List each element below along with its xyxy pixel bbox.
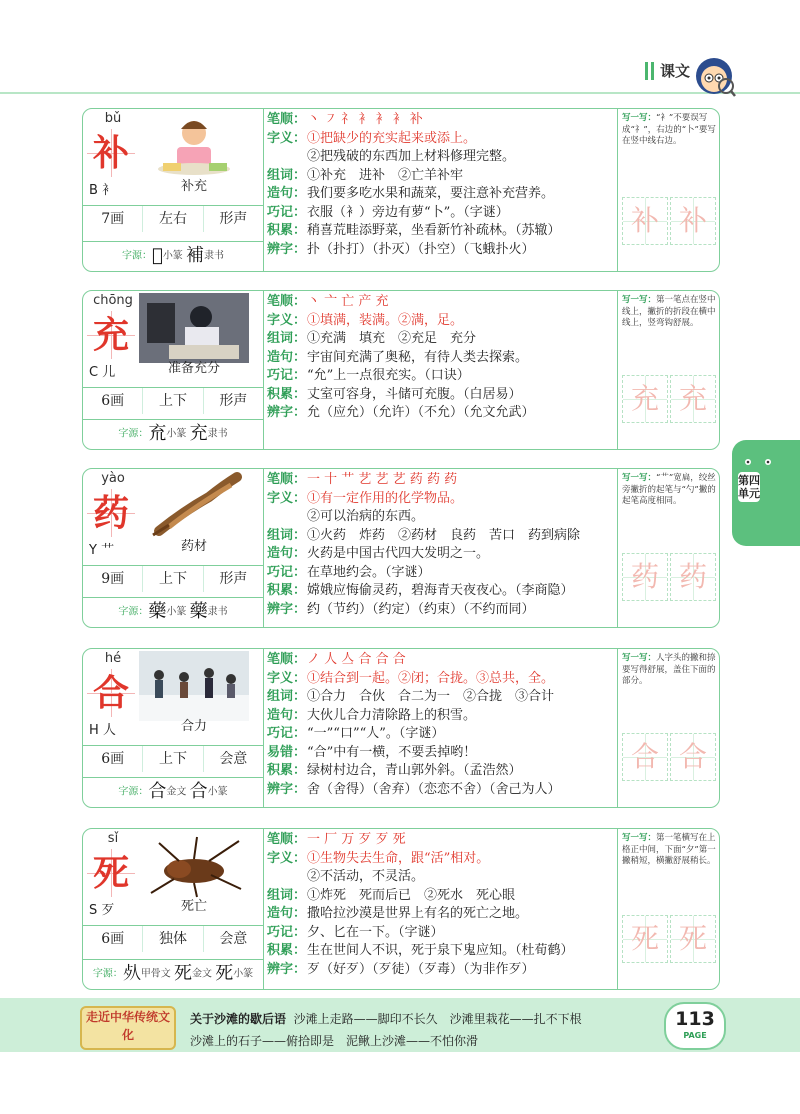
char-card-4 xyxy=(82,648,720,808)
char-meta-row xyxy=(83,745,263,772)
structure: 上下 xyxy=(142,388,202,414)
detail-label: 造句： xyxy=(267,186,307,201)
detail-line xyxy=(267,545,613,564)
source-script: 隶书 xyxy=(204,250,224,262)
detail-line xyxy=(267,744,613,763)
practice-grid xyxy=(622,553,716,601)
detail-text: ①充满 填充 ②充足 充分 xyxy=(307,331,477,346)
pinyin: bǔ xyxy=(104,111,122,126)
practice-cell: 充 xyxy=(670,375,716,423)
stroke-count: 6画 xyxy=(101,393,125,409)
detail-line xyxy=(267,508,613,527)
practice-grid xyxy=(622,375,716,423)
detail-label: 易错： xyxy=(267,744,307,760)
header-bars xyxy=(645,62,654,80)
detail-label: 积累： xyxy=(267,223,307,238)
detail-label: 字义： xyxy=(267,312,307,328)
detail-label: 笔顺： xyxy=(267,112,307,127)
detail-line xyxy=(267,241,613,260)
detail-line xyxy=(267,471,613,490)
stroke-count: 9画 xyxy=(101,571,125,587)
detail-text: 衣服（衤）旁边有萝“卜”。（字谜） xyxy=(307,204,509,220)
detail-text: 绿树村边合，青山郭外斜。（孟浩然） xyxy=(307,763,522,778)
detail-text: ①生物失去生命，跟“活”相对。 xyxy=(307,850,490,866)
char-details xyxy=(267,831,613,979)
practice-cell: 死 xyxy=(622,915,668,963)
detail-text: ①补充 进补 ②亡羊补牢 xyxy=(307,167,464,183)
char-meta-row xyxy=(83,205,263,232)
detail-line xyxy=(267,688,613,707)
source-script: 甲骨文 xyxy=(140,968,171,980)
source-script: 隶书 xyxy=(207,428,228,440)
detail-text: 歹（好歹）（歹徒）（歹毒）（为非作歹） xyxy=(307,961,535,977)
detail-line xyxy=(267,564,613,583)
detail-label: 笔顺： xyxy=(267,652,307,667)
footer-line-1 xyxy=(190,1010,582,1027)
detail-line xyxy=(267,167,613,186)
detail-text: 稍喜荒畦添野菜，坐看新竹补疏林。（苏辙） xyxy=(307,223,561,238)
note-title: 写一写： xyxy=(622,653,657,663)
practice-cell: 合 xyxy=(670,733,716,781)
char-details xyxy=(267,471,613,619)
detail-line xyxy=(267,367,613,386)
pinyin: sǐ xyxy=(107,831,119,846)
detail-label: 组词： xyxy=(267,887,307,903)
char-card-2 xyxy=(82,290,720,450)
practice-cell: 死 xyxy=(670,915,716,963)
detail-line xyxy=(267,601,613,620)
source-script: 小篆 xyxy=(166,606,187,618)
source-glyph: 藥 xyxy=(189,601,208,622)
detail-line xyxy=(267,725,613,744)
detail-line xyxy=(267,831,613,850)
radical: H 人 xyxy=(89,723,116,738)
detail-line xyxy=(267,222,613,241)
header-divider xyxy=(0,92,800,94)
source-glyph: 合 xyxy=(148,781,167,802)
detail-label: 造句： xyxy=(267,906,307,921)
source-label: 字源： xyxy=(118,428,149,440)
detail-label: 字义： xyxy=(267,130,307,146)
detail-label: 笔顺： xyxy=(267,294,307,309)
note-title: 写一写： xyxy=(622,473,657,483)
note-title: 写一写： xyxy=(622,295,657,305)
structure: 左右 xyxy=(142,206,202,232)
detail-line xyxy=(267,312,613,331)
detail-line xyxy=(267,961,613,980)
source-script: 小篆 xyxy=(162,250,183,262)
detail-label: 造句： xyxy=(267,349,307,365)
practice-cell: 充 xyxy=(622,375,668,423)
detail-label: 字义： xyxy=(267,850,307,866)
illustration-image xyxy=(139,651,249,721)
detail-text: 允（应允）（允许）（不允）（允文允武） xyxy=(307,405,535,420)
detail-label: 积累： xyxy=(267,386,307,402)
source-glyph: 死 xyxy=(215,963,234,984)
note-text: 人字头的撇和捺要写得舒展，盖住下面的部分。 xyxy=(622,653,716,686)
note-text: “衤”不要误写成“礻”，右边的“卜”要写在竖中线右边。 xyxy=(622,113,716,146)
detail-text: 夕、匕在一下。（字谜） xyxy=(307,924,444,940)
writing-note xyxy=(622,295,718,330)
char-source xyxy=(83,597,263,626)
writing-note xyxy=(622,833,718,868)
detail-text: 扑（扑打）（扑灭）（扑空）（飞蛾扑火） xyxy=(307,241,535,257)
illustration-caption: 补充 xyxy=(180,179,207,194)
detail-label: 辨字： xyxy=(267,241,307,257)
detail-line xyxy=(267,651,613,670)
detail-line xyxy=(267,148,613,167)
detail-text: 丶 亠 亡 产 充 xyxy=(307,294,389,309)
detail-line xyxy=(267,130,613,149)
source-glyph: 𣦸 xyxy=(122,963,141,984)
practice-cell: 合 xyxy=(622,733,668,781)
illustration-caption: 死亡 xyxy=(180,899,207,914)
char-info xyxy=(83,469,264,627)
source-glyph: 藥 xyxy=(148,601,167,622)
detail-label: 积累： xyxy=(267,943,307,958)
detail-text: ②不活动，不灵活。 xyxy=(307,869,425,884)
practice-grid xyxy=(622,733,716,781)
note-title: 写一写： xyxy=(622,113,657,123)
detail-label: 组词： xyxy=(267,527,307,543)
detail-text: 生在世间人不识，死于泉下鬼应知。（杜荀鹤） xyxy=(307,943,574,958)
structure: 独体 xyxy=(142,926,202,952)
mascot-icon xyxy=(694,56,736,98)
writing-note xyxy=(622,473,718,508)
detail-label: 组词： xyxy=(267,331,307,346)
source-glyph: 㐬 xyxy=(148,423,167,444)
detail-text: 宇宙间充满了奥秘，有待人类去探索。 xyxy=(307,349,529,365)
pinyin: yào xyxy=(101,471,125,486)
detail-line xyxy=(267,330,613,349)
note-text: “艹”宽扁，绞丝旁撇折的起笔与“勺”撇的起笔高度相同。 xyxy=(622,473,716,506)
detail-label: 辨字： xyxy=(267,961,307,977)
detail-line xyxy=(267,887,613,906)
detail-label: 字义： xyxy=(267,670,307,686)
unit-tab[interactable] xyxy=(732,440,800,546)
detail-text: “允”上一点很充实。（口诀） xyxy=(307,368,470,383)
detail-label: 巧记： xyxy=(267,564,307,580)
detail-text: 丶 ㇇ 礻 衤 衤 衤 补 xyxy=(307,112,423,127)
detail-label: 笔顺： xyxy=(267,472,307,487)
detail-line xyxy=(267,293,613,312)
char-source xyxy=(83,959,263,988)
tab-ears-icon xyxy=(732,440,800,470)
source-glyph: 補 xyxy=(186,245,204,266)
formation-type: 会意 xyxy=(203,746,263,772)
detail-text: 一 厂 万 歹 歹 死 xyxy=(307,832,406,847)
detail-label: 字义： xyxy=(267,490,307,506)
detail-text: 火药是中国古代四大发明之一。 xyxy=(307,546,490,561)
structure: 上下 xyxy=(142,746,202,772)
section-title: 课文 xyxy=(659,62,690,80)
detail-text: ②把残破的东西加上材料修理完整。 xyxy=(307,149,516,164)
formation-type: 形声 xyxy=(203,388,263,414)
detail-text: “一”“口”“人”。（字谜） xyxy=(307,726,445,741)
pinyin: chōng xyxy=(93,293,133,308)
detail-text: 舍（舍得）（舍弃）（恋恋不舍）（舍己为人） xyxy=(307,781,561,797)
stroke-count: 6画 xyxy=(101,751,125,767)
detail-text: 嫦娥应悔偷灵药，碧海青天夜夜心。（李商隐） xyxy=(307,583,574,598)
detail-text: ①填满，装满。②满，足。 xyxy=(307,312,464,328)
detail-label: 辨字： xyxy=(267,405,307,420)
char-card-1 xyxy=(82,108,720,272)
detail-label: 造句： xyxy=(267,707,307,723)
practice-grid xyxy=(622,915,716,963)
detail-line xyxy=(267,670,613,689)
main-char: 药 xyxy=(87,489,135,537)
detail-line xyxy=(267,850,613,869)
detail-text: ①合力 合伙 合二为一 ②合拢 ③合计 xyxy=(307,689,555,704)
char-source xyxy=(83,419,263,448)
header xyxy=(645,60,690,81)
detail-line xyxy=(267,404,613,423)
writing-guide xyxy=(617,649,720,807)
illustration-image xyxy=(139,293,249,363)
detail-line xyxy=(267,781,613,800)
culture-badge: 走近中华传统文化 xyxy=(80,1006,176,1050)
source-label: 字源： xyxy=(122,250,152,262)
detail-line xyxy=(267,762,613,781)
illustration-image xyxy=(139,831,249,901)
source-script: 小篆 xyxy=(166,428,187,440)
practice-cell: 药 xyxy=(622,553,668,601)
illustration-caption: 准备充分 xyxy=(167,361,220,376)
detail-line xyxy=(267,905,613,924)
main-char: 合 xyxy=(87,669,135,717)
char-info xyxy=(83,109,264,271)
illustration-image xyxy=(139,471,249,541)
writing-note xyxy=(622,113,718,148)
char-details xyxy=(267,651,613,799)
char-meta-row xyxy=(83,925,263,952)
radical: Y 艹 xyxy=(89,543,115,558)
char-source xyxy=(83,777,263,806)
char-info xyxy=(83,649,264,807)
note-text: 第一笔横写在上格正中间，下面“夕”第一撇稍短，横撇舒展稍长。 xyxy=(622,833,716,866)
detail-text: ノ 人 亼 合 合 合 xyxy=(307,652,406,667)
formation-type: 会意 xyxy=(203,926,263,952)
detail-line xyxy=(267,349,613,368)
detail-label: 积累： xyxy=(267,583,307,598)
main-char: 充 xyxy=(87,311,135,359)
page-number xyxy=(664,1002,726,1050)
detail-line xyxy=(267,386,613,405)
radical: B 衤 xyxy=(89,183,116,198)
char-info xyxy=(83,291,264,449)
stroke-count: 7画 xyxy=(101,211,125,227)
footer-text-1: 沙滩上走路——脚印不长久 沙滩里栽花——扎不下根 xyxy=(293,1012,582,1026)
detail-text: 大伙儿合力清除路上的积雪。 xyxy=(307,707,477,723)
practice-cell: 药 xyxy=(670,553,716,601)
stroke-count: 6画 xyxy=(101,931,125,947)
detail-line xyxy=(267,111,613,130)
source-script: 金文 xyxy=(166,786,187,798)
writing-guide xyxy=(617,291,720,449)
detail-label: 辨字： xyxy=(267,601,307,617)
radical: S 歹 xyxy=(89,903,115,918)
source-label: 字源： xyxy=(118,606,149,618)
char-info xyxy=(83,829,264,989)
note-title: 写一写： xyxy=(622,833,657,843)
detail-text: 丈室可容身，斗储可充腹。（白居易） xyxy=(307,386,522,402)
writing-guide xyxy=(617,109,720,271)
detail-line xyxy=(267,204,613,223)
detail-line xyxy=(267,942,613,961)
detail-text: 一 十 艹 艺 艺 艺 药 药 药 xyxy=(307,472,458,487)
illustration-caption: 药材 xyxy=(180,539,207,554)
illustration-image xyxy=(139,111,249,181)
char-meta-row xyxy=(83,565,263,592)
source-glyph: 𥙸 xyxy=(152,245,163,266)
char-details xyxy=(267,293,613,423)
detail-label: 辨字： xyxy=(267,781,307,797)
char-card-5 xyxy=(82,828,720,990)
source-script: 金文 xyxy=(192,968,212,980)
detail-text: ①把缺少的充实起来或添上。 xyxy=(307,130,477,146)
practice-grid xyxy=(622,197,716,245)
detail-label: 巧记： xyxy=(267,204,307,220)
practice-cell: 补 xyxy=(670,197,716,245)
char-card-3 xyxy=(82,468,720,628)
detail-line xyxy=(267,924,613,943)
char-source xyxy=(83,241,263,270)
formation-type: 形声 xyxy=(203,206,263,232)
detail-line xyxy=(267,868,613,887)
detail-line xyxy=(267,527,613,546)
main-char: 补 xyxy=(87,129,135,177)
source-glyph: 死 xyxy=(174,963,192,984)
detail-text: ②可以治病的东西。 xyxy=(307,509,425,524)
detail-label: 造句： xyxy=(267,546,307,561)
structure: 上下 xyxy=(142,566,202,592)
footer-text-2: 沙滩上的石子——俯拾即是 泥鳅上沙滩——不怕你滑 xyxy=(190,1034,479,1048)
source-script: 隶书 xyxy=(207,606,228,618)
radical: C 儿 xyxy=(89,365,116,380)
detail-text: “合”中有一横，不要丢掉哟！ xyxy=(307,744,477,760)
illustration-caption: 合力 xyxy=(180,719,207,734)
source-script: 小篆 xyxy=(233,968,254,980)
page-label: PAGE xyxy=(683,1031,707,1040)
source-script: 小篆 xyxy=(207,786,228,798)
formation-type: 形声 xyxy=(203,566,263,592)
note-text: 第一笔点在竖中线上，撇折的折段在横中线上，竖弯钩舒展。 xyxy=(622,295,716,328)
detail-label: 巧记： xyxy=(267,726,307,741)
unit-tab-label: 第四单元 xyxy=(738,474,760,500)
char-details xyxy=(267,111,613,259)
detail-text: ①火药 炸药 ②药材 良药 苦口 药到病除 xyxy=(307,527,581,543)
source-label: 字源： xyxy=(92,968,123,980)
footer-title: 关于沙滩的歇后语 xyxy=(190,1012,287,1026)
detail-label: 巧记： xyxy=(267,368,307,383)
source-glyph: 合 xyxy=(189,781,208,802)
detail-text: 撒哈拉沙漠是世界上有名的死亡之地。 xyxy=(307,906,529,921)
practice-cell: 补 xyxy=(622,197,668,245)
detail-text: 我们要多吃水果和蔬菜，要注意补充营养。 xyxy=(307,186,555,201)
detail-text: ①炸死 死而后已 ②死水 死心眼 xyxy=(307,887,516,903)
main-char: 死 xyxy=(87,849,135,897)
detail-label: 笔顺： xyxy=(267,832,307,847)
char-meta-row xyxy=(83,387,263,414)
writing-guide xyxy=(617,469,720,627)
source-glyph: 充 xyxy=(189,423,208,444)
page-number-value: 113 xyxy=(675,1008,715,1030)
detail-line xyxy=(267,490,613,509)
source-label: 字源： xyxy=(118,786,149,798)
detail-line xyxy=(267,185,613,204)
pinyin: hé xyxy=(104,651,122,666)
detail-line xyxy=(267,582,613,601)
detail-label: 积累： xyxy=(267,763,307,778)
detail-label: 组词： xyxy=(267,689,307,704)
detail-text: ①有一定作用的化学物品。 xyxy=(307,490,464,506)
detail-text: 约（节约）（约定）（约束）（不约而同） xyxy=(307,601,535,617)
detail-text: ①结合到一起。②闭；合拢。③总共，全。 xyxy=(307,670,555,686)
writing-note xyxy=(622,653,718,688)
detail-text: 在草地约会。（字谜） xyxy=(307,564,431,580)
writing-guide xyxy=(617,829,720,989)
detail-label: 组词： xyxy=(267,167,307,183)
detail-line xyxy=(267,707,613,726)
detail-label: 巧记： xyxy=(267,924,307,940)
